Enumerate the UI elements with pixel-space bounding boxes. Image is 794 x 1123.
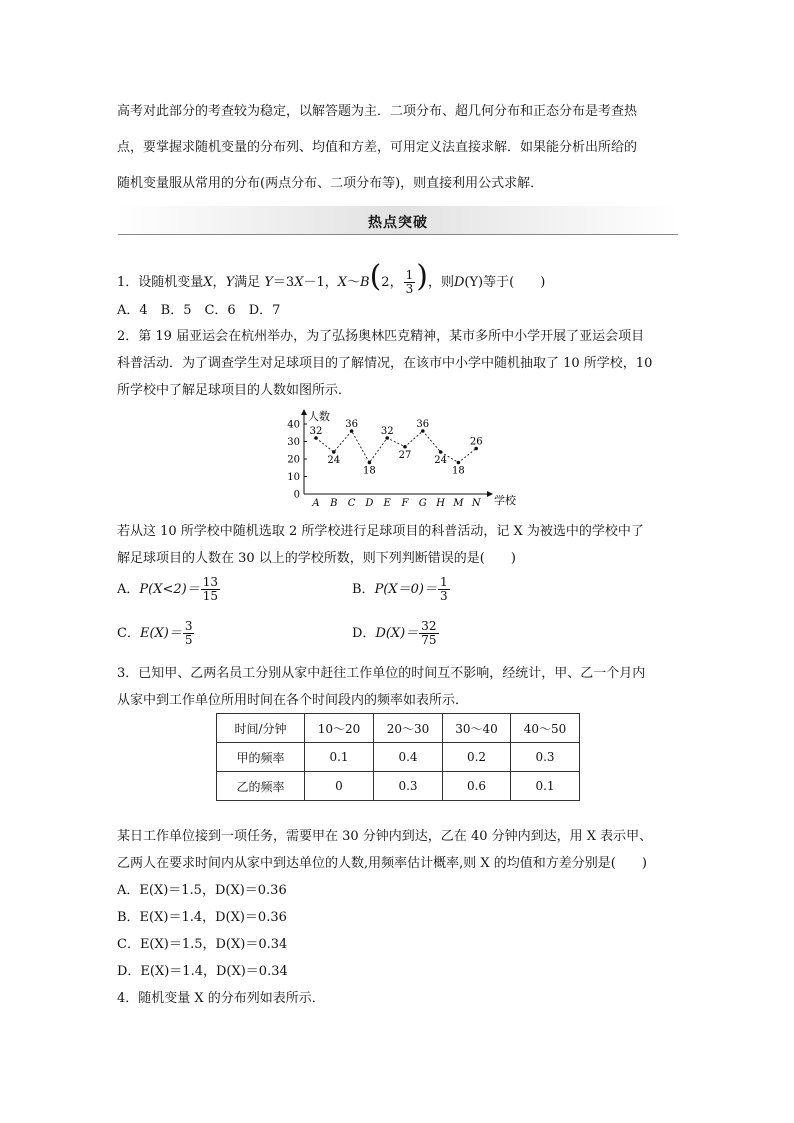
q2-opt-c-frac [183,620,195,647]
data-label: 26 [469,436,483,448]
q2-opt-b-frac [438,576,450,603]
q2-line-1: 2．第 19 届亚运会在杭州举办，为了弘扬奥林匹克精神，某市多所中小学开展了亚运会项目 [117,329,645,344]
q2-opt-c-num: 3 [184,619,193,633]
q3-option-a: A．E(X)＝1.5，D(X)＝0.36 [117,883,287,898]
q1-dist-x: X [337,275,347,290]
x-tick-label: M [453,498,464,509]
q4-line-1: 4．随机变量 X 的分布列如表所示． [117,991,325,1006]
data-label: 32 [380,426,394,437]
q2-line-2: 科普活动．为了调查学生对足球项目的了解情况，在该市中小学中随机抽取了 10 所学校，10 [117,356,653,371]
q1-options: A．4 B．5 C．6 D．7 [117,303,281,318]
q3-option-c: C．E(X)＝1.5，D(X)＝0.34 [117,937,288,952]
q1-two: 2， [381,275,403,290]
data-label: 18 [452,465,465,477]
q1-dy: (Y) [464,275,484,290]
q1-eq-mid: ＝3 [272,275,295,290]
q2-opt-d-expr: D(X)＝ [375,626,419,642]
q2-opt-b-num: 1 [439,575,448,589]
q2-opt-a-frac [201,576,220,603]
x-tick-label: G [418,498,427,509]
x-tick-label: D [365,498,374,509]
table-row [217,743,580,772]
q2-opt-a-den: 15 [202,589,218,604]
x-tick-label: N [471,498,481,509]
q3-after-2: 乙两人在要求时间内从家中到达单位的人数,用频率估计概率,则 X 的均值和方差分别是( ) [117,856,647,871]
data-label: 36 [416,419,430,430]
x-tick-label: F [401,498,409,509]
x-tick-label: H [436,498,445,509]
table-cell: 0.1 [305,743,374,772]
school-count-chart [280,408,520,512]
q2-opt-a-expr: P(X<2)＝ [139,582,200,598]
q2-opt-d-den: 75 [421,633,437,648]
table-cell: 乙的频率 [217,772,305,801]
table-cell: 0.4 [374,743,443,772]
q3-option-d: D．E(X)＝1.4，D(X)＝0.34 [117,964,288,979]
table-cell: 0 [305,772,374,801]
table-header-cell: 40～50 [511,714,580,743]
q2-opt-a-num: 13 [202,575,218,589]
data-label: 27 [398,449,412,461]
q2-opt-b-den: 3 [439,589,448,604]
y-tick-label: 10 [287,472,300,483]
q1-right-paren: ) [416,259,428,294]
frequency-table [216,713,580,801]
table-cell: 0.1 [511,772,580,801]
y-tick-label: 20 [287,454,300,466]
table-cell: 0.6 [443,772,511,801]
q2-option-d [352,620,440,647]
y-tick-label: 0 [293,489,300,501]
q2-opt-c-expr: E(X)＝ [139,626,182,642]
q1-eq-x: X [294,275,304,290]
data-point [403,445,407,449]
q2-after-1: 若从这 10 所学校中随机选取 2 所学校进行足球项目的科普活动，记 X 为被选中的学校中了 [117,524,644,539]
section-title: 热点突破 [368,215,428,231]
q1-dist-b: B [360,275,370,290]
y-axis-label: 人数 [308,410,330,423]
q2-opt-d-label: D． [352,626,376,642]
intro-line-1: 高考对此部分的考查较为稳定，以解答题为主．二项分布、超几何分布和正态分布是考查热 [117,104,638,119]
q2-option-a [117,576,221,603]
table-row [217,772,580,801]
data-label: 18 [363,465,376,477]
data-label: 32 [309,426,323,437]
q2-opt-d-num: 32 [421,619,437,633]
x-tick-label: A [312,498,320,509]
q1-eq-tail: －1， [303,275,338,290]
q3-line-2: 从家中到工作单位所用时间在各个时间段内的频率如表所示． [117,693,469,708]
q1-prefix: 1．设随机变量 [117,275,204,290]
q1-left-paren: ( [369,259,382,294]
q1-frac-den: 3 [405,282,414,296]
q1-fraction [404,269,416,296]
q2-after-2: 解足球项目的人数在 30 以上的学校所数，则下列判断错误的是( ) [117,551,516,566]
q1-ask: 等于( ) [483,275,546,290]
y-tick-label: 30 [287,437,300,448]
q1-dist: ～ [347,275,361,290]
q2-opt-c-label: C． [117,626,140,642]
q3-after-1: 某日工作单位接到一项任务，需要甲在 30 分钟内到达，乙在 40 分钟内到达，用 X 表示甲、 [117,829,653,844]
q1-d: D [453,275,465,290]
table-cell: 0.2 [443,743,511,772]
q1-comma: ， [212,275,226,290]
q2-option-b [352,576,451,603]
q1-var-x: X [203,275,213,290]
x-tick-label: B [330,498,338,509]
q2-opt-a-label: A． [117,582,140,598]
data-label: 24 [327,455,341,466]
data-point [439,450,443,454]
q1-stem [117,259,546,296]
intro-line-3: 随机变量服从常用的分布(两点分布、二项分布等)，则直接利用公式求解． [117,176,544,191]
q2-opt-c-den: 5 [184,633,193,648]
q2-line-3: 所学校中了解足球项目的人数如图所示． [117,383,352,398]
q1-var-y: Y [225,275,235,290]
data-point [368,461,372,465]
data-point [332,450,336,454]
q2-option-c [117,620,195,647]
data-label: 36 [345,419,358,430]
q1-frac-num: 1 [405,267,414,282]
y-tick-label: 40 [287,419,300,431]
data-label: 24 [434,455,447,466]
q2-opt-d-frac [419,620,438,647]
intro-line-2: 点，要掌握求随机变量的分布列、均值和方差，可用定义法直接求解．如果能分析出所给的 [117,140,638,155]
table-cell: 甲的频率 [217,743,305,772]
q1-eq-y: Y [264,275,273,290]
q1-then: ，则 [427,275,454,290]
table-header-cell: 10～20 [305,714,374,743]
q3-line-1: 3．已知甲、乙两名员工分别从家中赶往工作单位的时间互不影响，经统计，甲、乙一个月内 [117,666,646,681]
table-header-cell: 30～40 [443,714,511,743]
x-tick-label: C [347,498,356,509]
x-axis-label: 学校 [494,494,516,507]
q2-opt-b-expr: P(X＝0)＝ [374,582,437,598]
table-header-row [217,714,580,743]
table-cell: 0.3 [374,772,443,801]
q3-option-b: B．E(X)＝1.4，D(X)＝0.36 [117,910,287,925]
section-title-bar [118,206,678,235]
q2-opt-b-label: B． [352,582,375,598]
q1-cond: 满足 [234,275,261,290]
data-point [457,461,461,465]
table-cell: 0.3 [511,743,580,772]
table-header-cell: 时间/分钟 [217,714,305,743]
x-tick-label: E [383,498,391,509]
table-header-cell: 20～30 [374,714,443,743]
